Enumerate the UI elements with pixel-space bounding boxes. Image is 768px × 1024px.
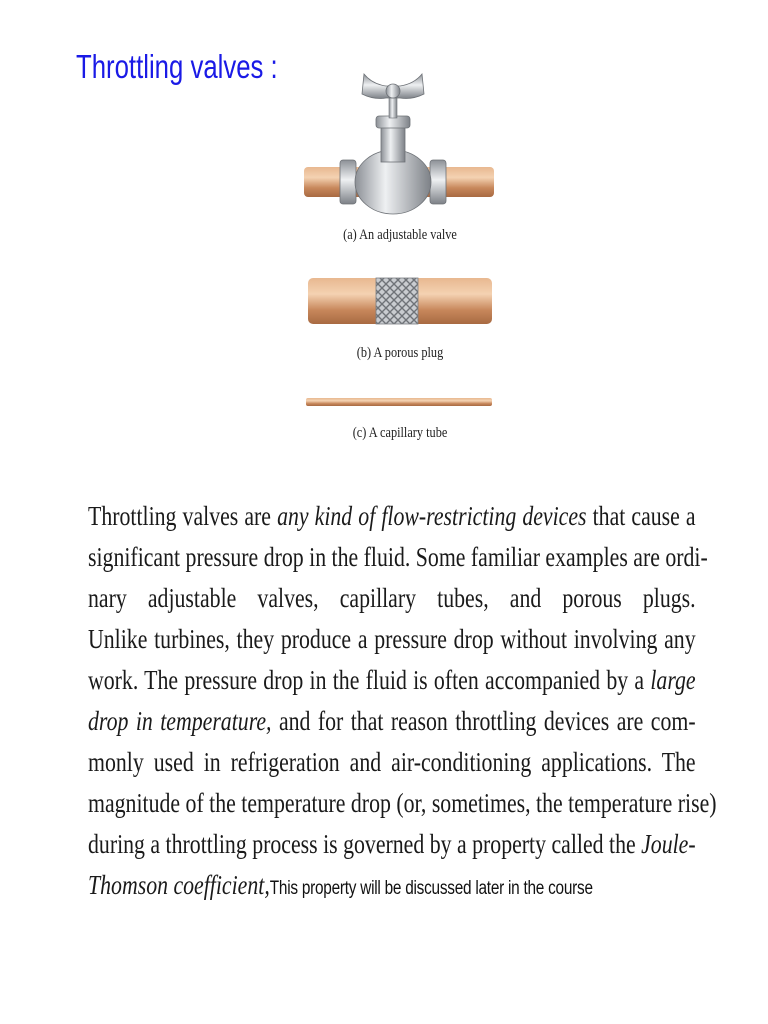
- emphasis: Joule-: [641, 829, 696, 859]
- course-note: This property will be discussed later in the course: [269, 878, 593, 899]
- emphasis: drop in temperature,: [88, 706, 272, 736]
- caption-porous-plug: (b) A porous plug: [356, 345, 444, 361]
- text-line: Unlike turbines, they produce a pressure drop without involving any: [88, 624, 696, 654]
- text-line: magnitude of the temperature drop (or, sometimes, the temperature rise): [88, 788, 717, 818]
- text-line: work. The pressure drop in the fluid is often accompanied by a large: [88, 665, 696, 695]
- text-line: monly used in refrigeration and air-conditioning applications. The: [88, 747, 696, 777]
- capillary-tube: [306, 398, 492, 406]
- caption-adjustable-valve: (a) An adjustable valve: [343, 227, 457, 243]
- porous-plug: [308, 278, 492, 324]
- text-line: drop in temperature, and for that reason throttling devices are com-: [88, 706, 696, 736]
- text-line: nary adjustable valves, capillary tubes, and porous plugs.: [88, 583, 696, 613]
- throttling-description: [88, 496, 717, 909]
- emphasis: large: [650, 665, 696, 695]
- caption-capillary-tube: (c) A capillary tube: [352, 425, 448, 441]
- text-line: significant pressure drop in the fluid. Some familiar examples are ordi-: [88, 542, 708, 572]
- slide-title: Throttling valves :: [76, 48, 278, 85]
- devices-illustration: [290, 60, 510, 460]
- text-line: [88, 865, 696, 909]
- throttling-devices-figure: [290, 60, 510, 460]
- emphasis: any kind of flow-restricting devices: [277, 501, 587, 531]
- text-line: Throttling valves are any kind of flow-restricting devices that cause a: [88, 501, 696, 531]
- adjustable-valve: [304, 74, 494, 214]
- emphasis: Thomson coefficient,: [88, 870, 270, 900]
- text-line: during a throttling process is governed by a property called the Joule-: [88, 829, 696, 859]
